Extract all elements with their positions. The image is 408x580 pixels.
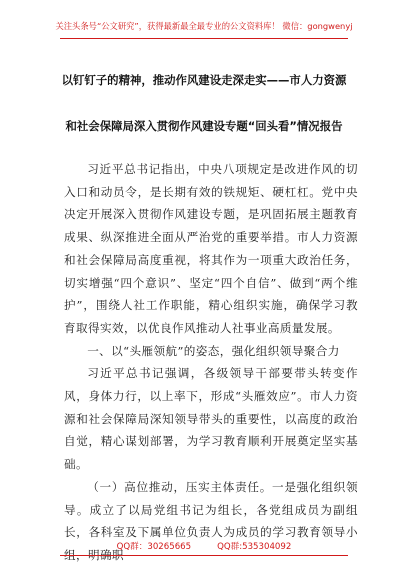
paragraph-subsection-1: （一）高位推动，压实主体责任。一是强化组织领导。成立了以局党组书记为组长，各党组成员为副组长，各科室及下属单位负责人为成员的学习教育领导小组，明确职 <box>64 479 358 562</box>
paragraph-section-1: 习近平总书记强调，各级领导干部要带头转变作风，身体力行，以上率下，形成“头雁效应”。市人力资源和社会保障局深知领导带头的重要性，以高度的政治自觉，精心谋划部署，为学习教育顺利开展奠定坚实基础。 <box>64 366 358 472</box>
paragraph-intro: 习近平总书记指出，中央八项规定是改进作风的切入口和动员令，是长期有效的铁规矩、硬杠杠。党中央决定开展深入贯彻作风建设专题，是巩固拓展主题教育成果、纵深推进全面从严治党的重要举措。市人力资源和社会保障局高度重视，将其作为一项重大政治任务，切实增强“四个意识”、坚定“四个自信”、做到“两个维护”，围绕人社工作职能，精心组织实施，确保学习教育取得实效，以优良作风推动人社事业高质量发展。 <box>64 162 358 335</box>
footer-qq-group-1: QQ群：30265665 <box>116 542 192 552</box>
document-body <box>64 158 358 567</box>
footer-qq-group-2: QQ群:535304092 <box>217 542 292 552</box>
header-banner: 关注头条号“公文研究”，获得最新最全最专业的公文资料库！ 微信：gongwenyj <box>55 21 353 31</box>
header-divider <box>60 38 348 39</box>
section-heading-1: 一、以“头雁领航”的姿态，强化组织领导聚合力 <box>87 343 340 358</box>
footer-divider <box>60 555 348 556</box>
footer-contact <box>0 540 408 552</box>
document-title-line-1: 以钉钉子的精神，推动作风建设走深走实——市人力资源 <box>61 73 347 87</box>
document-title-line-2: 和社会保障局深入贯彻作风建设专题“回头看”情况报告 <box>65 119 343 133</box>
